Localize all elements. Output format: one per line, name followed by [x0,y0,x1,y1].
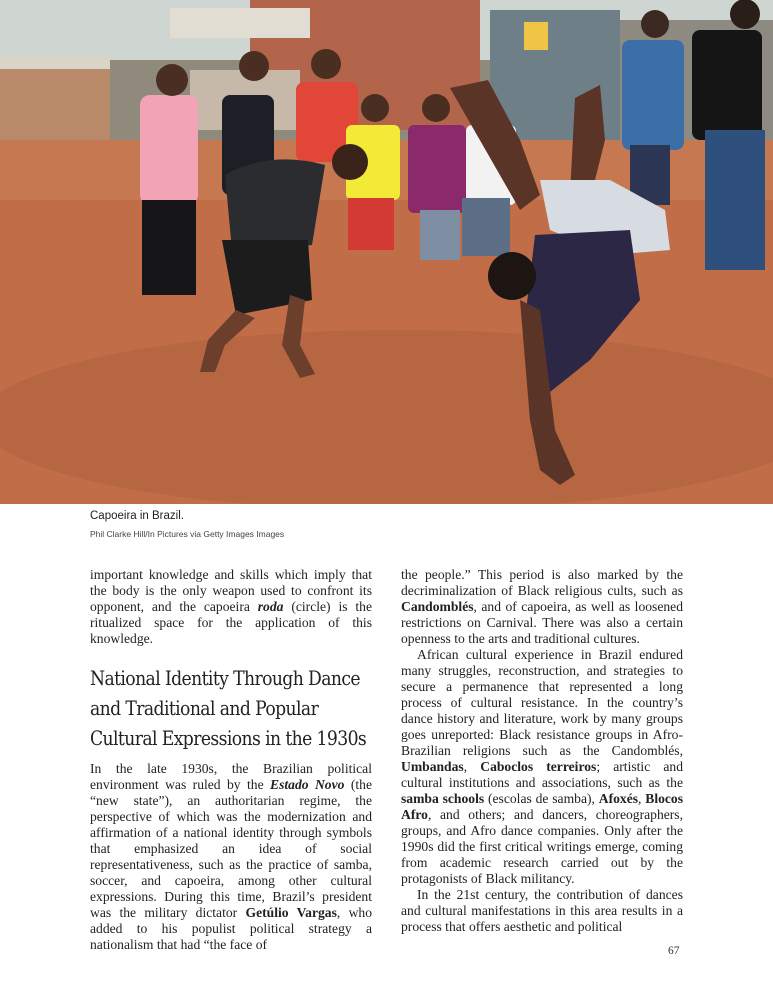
roda-term: roda [257,599,284,614]
page-number: 67 [668,945,680,957]
body-paragraph-estado-novo: In the late 1930s, the Brazilian political environment was ruled by the Estado Novo (the “new state”), an authoritarian regime, the perspective of which was the modernization and affirmation of a national identity through symbols that emphasized an idea of social representativeness, such as the practice of samba, soccer, and capoeira, among other cultural expressions. During this time, Brazil’s president was the military dictator Getúlio Vargas, who added to his populist political strategy a nationalism that had “the face of [90,761,372,952]
getulio-vargas-term: Getúlio Vargas [245,905,337,920]
body-paragraph-people: the people.” This period is also marked by the decriminalization of Black religious cults, such as Candomblés, and of capoeira, as well as loosened restrictions on Carnival. There was also a certain openness to the arts and traditional cultures. [401,567,683,646]
body-paragraph-21st-century: In the 21st century, the contribution of dances and cultural manifestations in this area results in a process that offers aesthetic and political [401,887,683,934]
samba-schools-term: samba schools [401,791,485,806]
body-paragraph-african-experience: African cultural experience in Brazil endured many struggles, reconstruction, and strategies to secure a permanence that represented a long process of cultural resistance. In the country’s dance history and literature, work by many groups goes unreported: Black resistance groups in Afro-Brazilian religions such as the Candomblés, Umbandas, Caboclos terreiros; artistic and cultural institutions and associations, such as the samba schools (escolas de samba), Afoxés, Blocos Afro, and others; and dancers, choreographers, groups, and Afro dance companies. Only after the 1990s did the first critical writings emerge, coming from academic research carried out by the protagonists of Black militancy. [401,647,684,886]
right-text-column [401,567,683,935]
caboclos-terreiros-term: Caboclos terreiros [480,759,597,774]
left-text-column [90,567,372,953]
figure-caption-title: Capoeira in Brazil. [90,510,184,522]
candombles-term: Candomblés [401,599,474,614]
figure-caption-credit: Phil Clarke Hill/In Pictures via Getty Images Images [90,529,285,539]
estado-novo-term: Estado Novo [270,777,345,792]
blocos-afro-term: Blocos Afro [401,791,684,822]
section-heading: National Identity Through Dance and Traditional and Popular Cultural Expressions in the 1930s [90,666,367,750]
afoxes-term: Afoxés [598,791,639,806]
intro-paragraph: important knowledge and skills which imply that the body is the only weapon used to confront its opponent, and the capoeira roda (circle) is the ritualized space for the application of this knowledge. [90,567,372,646]
umbandas-term: Umbandas [401,759,464,774]
